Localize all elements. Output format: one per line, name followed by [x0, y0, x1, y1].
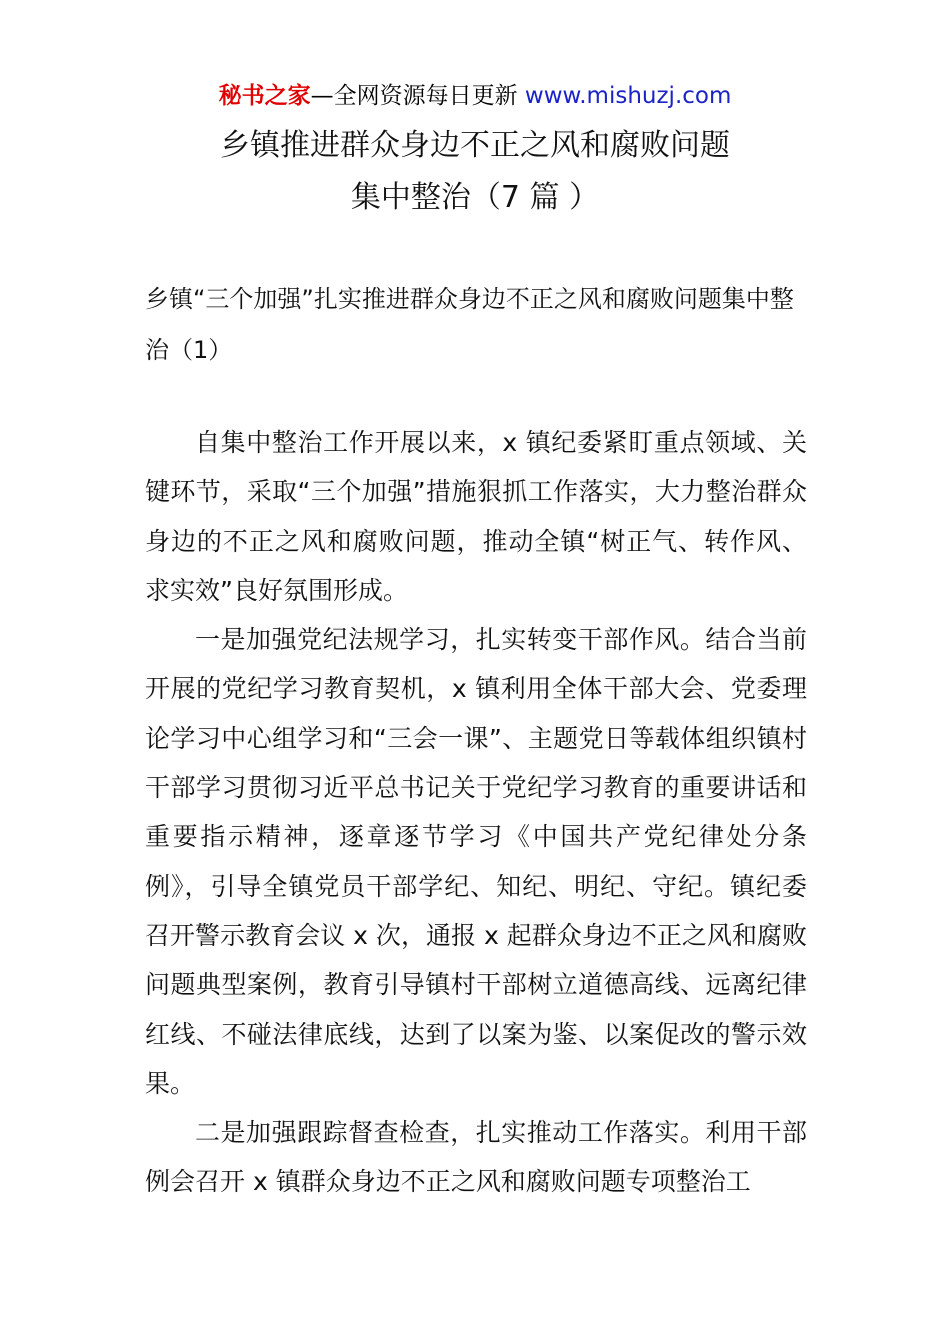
- article-subheading: 乡镇“三个加强”扎实推进群众身边不正之风和腐败问题集中整治（1）: [145, 285, 794, 364]
- header-tagline: —全网资源每日更新: [310, 83, 525, 109]
- paragraph-intro: 自集中整治工作开展以来，x 镇纪委紧盯重点领域、关键环节，采取“三个加强”措施狠抓工作落实，大力整治群众身边的不正之风和腐败问题，推动全镇“树正气、转作风、求实效”良好氛围形成。: [145, 428, 807, 605]
- site-url-link[interactable]: www.mishuzj.com: [524, 83, 732, 109]
- site-header: [0, 80, 950, 112]
- brand-name: 秘书之家: [218, 83, 311, 109]
- paragraph-point-one: 一是加强党纪法规学习，扎实转变干部作风。结合当前开展的党纪学习教育契机，x 镇利用全体干部大会、党委理论学习中心组学习和“三会一课”、主题党日等载体组织镇村干部学习贯彻习近平总书记关于党纪学习教育的重要讲话和重要指示精神，逐章逐节学习《中国共产党纪律处分条例》，引导全镇党员干部学纪、知纪、明纪、守纪。镇纪委召开警示教育会议 x 次，通报 x 起群众身边不正之风和腐败问题典型案例，教育引导镇村干部树立道德高线、远离纪律红线、不碰法律底线，达到了以案为鉴、以案促改的警示效果。: [145, 625, 807, 1098]
- article-body: [145, 418, 807, 1207]
- paragraph-point-two: 二是加强跟踪督查检查，扎实推动工作落实。利用干部例会召开 x 镇群众身边不正之风和腐败问题专项整治工: [145, 1118, 807, 1197]
- document-title-line-2: 集中整治（7 篇 ）: [350, 180, 600, 215]
- document-title-line-1: 乡镇推进群众身边不正之风和腐败问题: [220, 128, 730, 163]
